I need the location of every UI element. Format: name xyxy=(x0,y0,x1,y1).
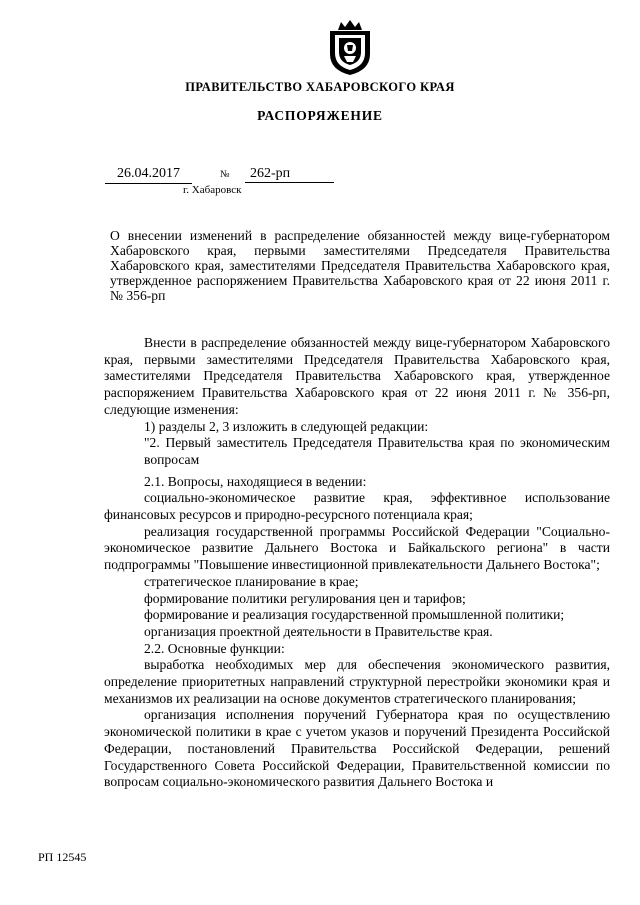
function-item: организация исполнения поручений Губернатора края по осуществлению экономической политики в крае с учетом указов и поручений Президента Российской Федерации, постановлений Правительства Российской Федерации, решений Государственного Совета Российской Федерации, Правительственной комиссии по вопросам социально-экономического развития Дальнего Востока и xyxy=(104,707,610,790)
function-item: выработка необходимых мер для обеспечения экономического развития, определение приоритетных направлений структурной перестройки экономики края и механизмов их реализации на основе документов стратегического планирования; xyxy=(104,657,610,706)
subsection-heading: 2.1. Вопросы, находящиеся в ведении: xyxy=(144,473,367,489)
government-title: ПРАВИТЕЛЬСТВО ХАБАРОВСКОГО КРАЯ xyxy=(185,80,455,94)
coat-of-arms-icon xyxy=(325,18,375,76)
body-item-1: 1) разделы 2, 3 изложить в следующей редакции: xyxy=(144,418,429,434)
subsection-heading: 2.2. Основные функции: xyxy=(144,640,285,656)
issue-item: организация проектной деятельности в Правительстве края. xyxy=(144,623,493,639)
document-number: 262-рп xyxy=(245,166,334,183)
registration-line xyxy=(105,166,340,186)
body-intro: Внести в распределение обязанностей между вице-губернатором Хабаровского края, первыми заместителями Председателя Правительства Хабаровского края, заместителями Председателя Правительства Хабаровского края, утвержденное распоряжением Правительства Хабаровского края от 22 июня 2011 г. № 356-рп, следующие изменения: xyxy=(104,335,610,417)
issue-item: стратегическое планирование в крае; xyxy=(144,573,359,589)
document-type: РАСПОРЯЖЕНИЕ xyxy=(257,108,383,123)
document-body xyxy=(104,335,610,791)
issue-item: формирование политики регулирования цен и тарифов; xyxy=(144,590,466,606)
document-city: г. Хабаровск xyxy=(183,184,242,196)
document-subject: О внесении изменений в распределение обязанностей между вице-губернатором Хабаровского края, первыми заместителями Председателя Правительства Хабаровского края, заместителями Председателя Правительства Хабаровского края, утвержденное распоряжением Правительства Хабаровского края от 22 июня 2011 г. № 356-рп xyxy=(110,228,610,303)
issue-item: формирование и реализация государственной промышленной политики; xyxy=(144,607,565,623)
document-code: РП 12545 xyxy=(38,850,87,864)
issue-item: реализация государственной программы Российской Федерации "Социально-экономическое развитие Дальнего Востока и Байкальского региона" в части подпрограммы "Повышение инвестиционной привлекательности Дальнего Востока"; xyxy=(104,523,610,573)
issue-item: социально-экономическое развитие края, эффективное использование финансовых ресурсов и природно-ресурсного потенциала края; xyxy=(104,490,610,523)
number-sign: № xyxy=(220,169,230,180)
section-heading: "2. Первый заместитель Председателя Правительства края по экономическим вопросам xyxy=(144,435,610,467)
document-date: 26.04.2017 xyxy=(105,166,192,184)
